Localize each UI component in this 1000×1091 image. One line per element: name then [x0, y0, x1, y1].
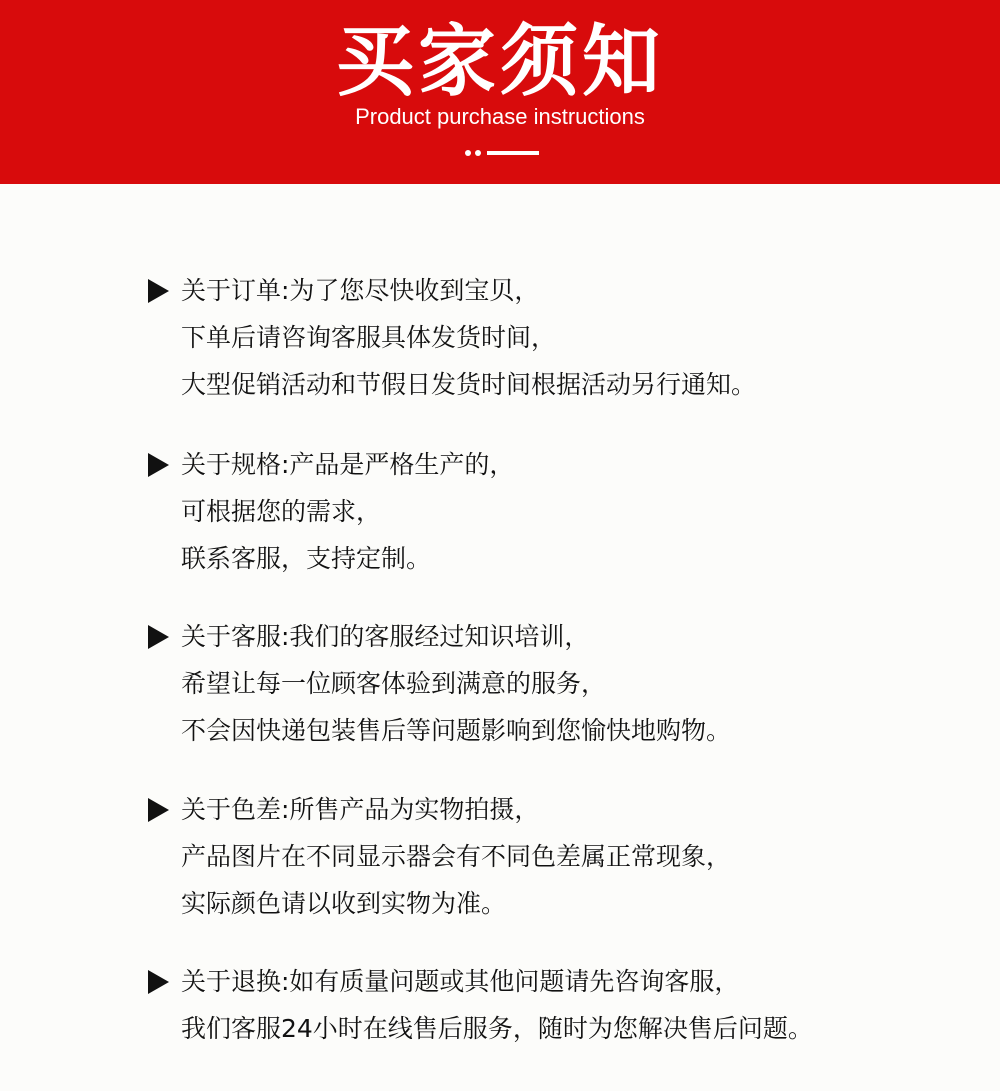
notice-line: 不会因快递包装售后等问题影响到您愉快地购物。: [181, 716, 732, 745]
page-subtitle: Product purchase instructions: [355, 104, 645, 129]
notice-line: 下单后请咨询客服具体发货时间，: [181, 323, 557, 352]
triangle-marker-icon: [148, 453, 169, 477]
triangle-marker-icon: [148, 798, 169, 822]
dot-icon: [475, 150, 481, 156]
notice-line: 关于订单:为了您尽快收到宝贝，: [181, 276, 540, 305]
notice-line: 联系客服，支持定制。: [181, 544, 432, 573]
triangle-marker-icon: [148, 970, 169, 994]
page-title: 买家须知: [335, 17, 664, 107]
notice-line: 关于客服:我们的客服经过知识培训，: [181, 622, 590, 651]
triangle-marker-icon: [148, 625, 169, 649]
triangle-marker-icon: [148, 279, 169, 303]
dot-icon: [465, 150, 471, 156]
notice-line: 关于规格:产品是严格生产的，: [181, 450, 515, 479]
notice-line: 我们客服24小时在线售后服务，随时为您解决售后问题。: [181, 1014, 813, 1043]
notice-line: 实际颜色请以收到实物为准。: [181, 889, 507, 918]
bar-icon: [487, 151, 539, 155]
notice-line: 希望让每一位顾客体验到满意的服务，: [181, 669, 607, 698]
notice-line: 大型促销活动和节假日发货时间根据活动另行通知。: [181, 370, 757, 399]
header-banner: [0, 0, 1000, 184]
notice-line: 可根据您的需求，: [181, 497, 382, 526]
notice-line: 产品图片在不同显示器会有不同色差属正常现象，: [181, 842, 732, 871]
divider-ornament-icon: [465, 149, 540, 157]
notice-line: 关于色差:所售产品为实物拍摄，: [181, 795, 540, 824]
notice-line: 关于退换:如有质量问题或其他问题请先咨询客服，: [181, 967, 740, 996]
